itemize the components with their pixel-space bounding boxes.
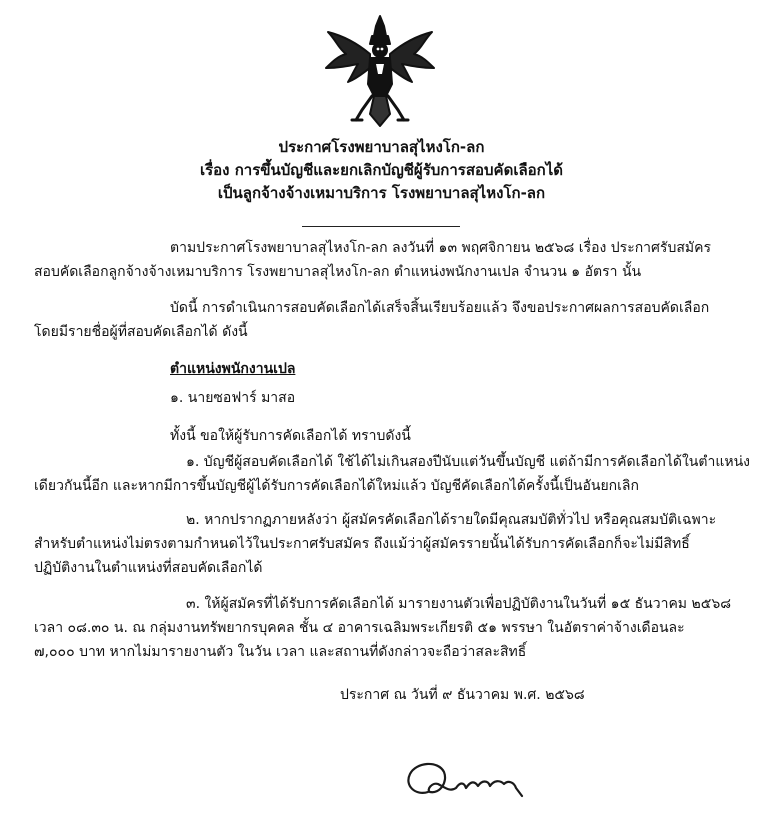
clause-2-line-1: ๒. หากปรากฏภายหลังว่า ผู้สมัครคัดเลือกได้รายใดมีคุณสมบัติทั่วไป หรือคุณสมบัติเฉพาะ — [186, 512, 717, 528]
announcement-title — [0, 136, 763, 205]
clause-1-line-1: ๑. บัญชีผู้สอบคัดเลือกได้ ใช้ได้ไม่เกินสองปีนับแต่วันขึ้นบัญชี แต่ถ้ามีการคัดเลือกได้ในตำแหน่ง — [186, 454, 750, 470]
handwritten-signature — [398, 752, 558, 808]
intro-line-1: ตามประกาศโรงพยาบาลสุไหงโก-ลก ลงวันที่ ๑๓ พฤศจิกายน ๒๕๖๘ เรื่อง ประกาศรับสมัคร — [170, 240, 711, 256]
clause-1 — [34, 450, 750, 498]
notice-intro — [34, 424, 724, 448]
intro-line-2: สอบคัดเลือกลูกจ้างจ้างเหมาบริการ โรงพยาบาลสุไหงโก-ลก ตำแหน่งพนักงานเปล จำนวน ๑ อัตรา นั้น — [34, 264, 642, 280]
result-line-2: โดยมีรายชื่อผู้ที่สอบคัดเลือกได้ ดังนี้ — [34, 324, 248, 340]
garuda-emblem-icon — [318, 14, 442, 130]
result-paragraph — [34, 296, 724, 344]
clause-3-line-3: ๗,๐๐๐ บาท หากไม่มารายงานตัว ในวัน เวลา และสถานที่ดังกล่าวจะถือว่าสละสิทธิ์ — [34, 644, 527, 660]
clause-2-line-2: สำหรับตำแหน่งไม่ตรงตามกำหนดไว้ในประกาศรับสมัคร ถึงแม้ว่าผู้สมัครรายนั้นได้รับการคัดเลือกก็จะไม่มีสิทธิ์ — [34, 536, 690, 552]
title-line-3: เป็นลูกจ้างจ้างเหมาบริการ โรงพยาบาลสุไหงโก-ลก — [217, 184, 546, 202]
intro-paragraph — [34, 236, 724, 284]
closing-date-line: ประกาศ ณ วันที่ ๙ ธันวาคม พ.ศ. ๒๕๖๘ — [340, 687, 585, 703]
clause-2 — [34, 508, 724, 580]
clause-2-line-3: ปฏิบัติงานในตำแหน่งที่สอบคัดเลือกได้ — [34, 560, 263, 576]
clause-3-line-2: เวลา ๐๘.๓๐ น. ณ กลุ่มงานทรัพยากรบุคคล ชั้น ๔ อาคารเฉลิมพระเกียรติ ๕๑ พรรษา ในอัตราค่าจ้างเดือนละ — [34, 620, 685, 636]
title-line-2: เรื่อง การขึ้นบัญชีและยกเลิกบัญชีผู้รับการสอบคัดเลือกได้ — [199, 161, 564, 179]
notice-intro-text: ทั้งนี้ ขอให้ผู้รับการคัดเลือกได้ ทราบดังนี้ — [170, 428, 411, 444]
candidate-item: ๑. นายซอฟาร์ มาสอ — [170, 390, 296, 406]
title-divider — [302, 226, 460, 227]
candidate-list — [34, 386, 724, 410]
result-line-1: บัดนี้ การดำเนินการสอบคัดเลือกได้เสร็จสิ้นเรียบร้อยแล้ว จึงขอประกาศผลการสอบคัดเลือก — [170, 300, 710, 316]
title-line-1: ประกาศโรงพยาบาลสุไหงโก-ลก — [278, 138, 485, 156]
clause-3-line-1: ๓. ให้ผู้สมัครที่ได้รับการคัดเลือกได้ มารายงานตัวเพื่อปฏิบัติงานในวันที่ ๑๕ ธันวาคม ๒๕๖๘ — [186, 596, 732, 612]
clause-1-line-2: เดียวกันนี้อีก และหากมีการขึ้นบัญชีผู้ได้รับการคัดเลือกได้ใหม่แล้ว บัญชีคัดเลือกได้ครั้งนี้เป็นอันยกเลิก — [34, 478, 639, 494]
position-heading: ตำแหน่งพนักงานเปล — [170, 361, 296, 377]
clause-3 — [34, 592, 732, 664]
